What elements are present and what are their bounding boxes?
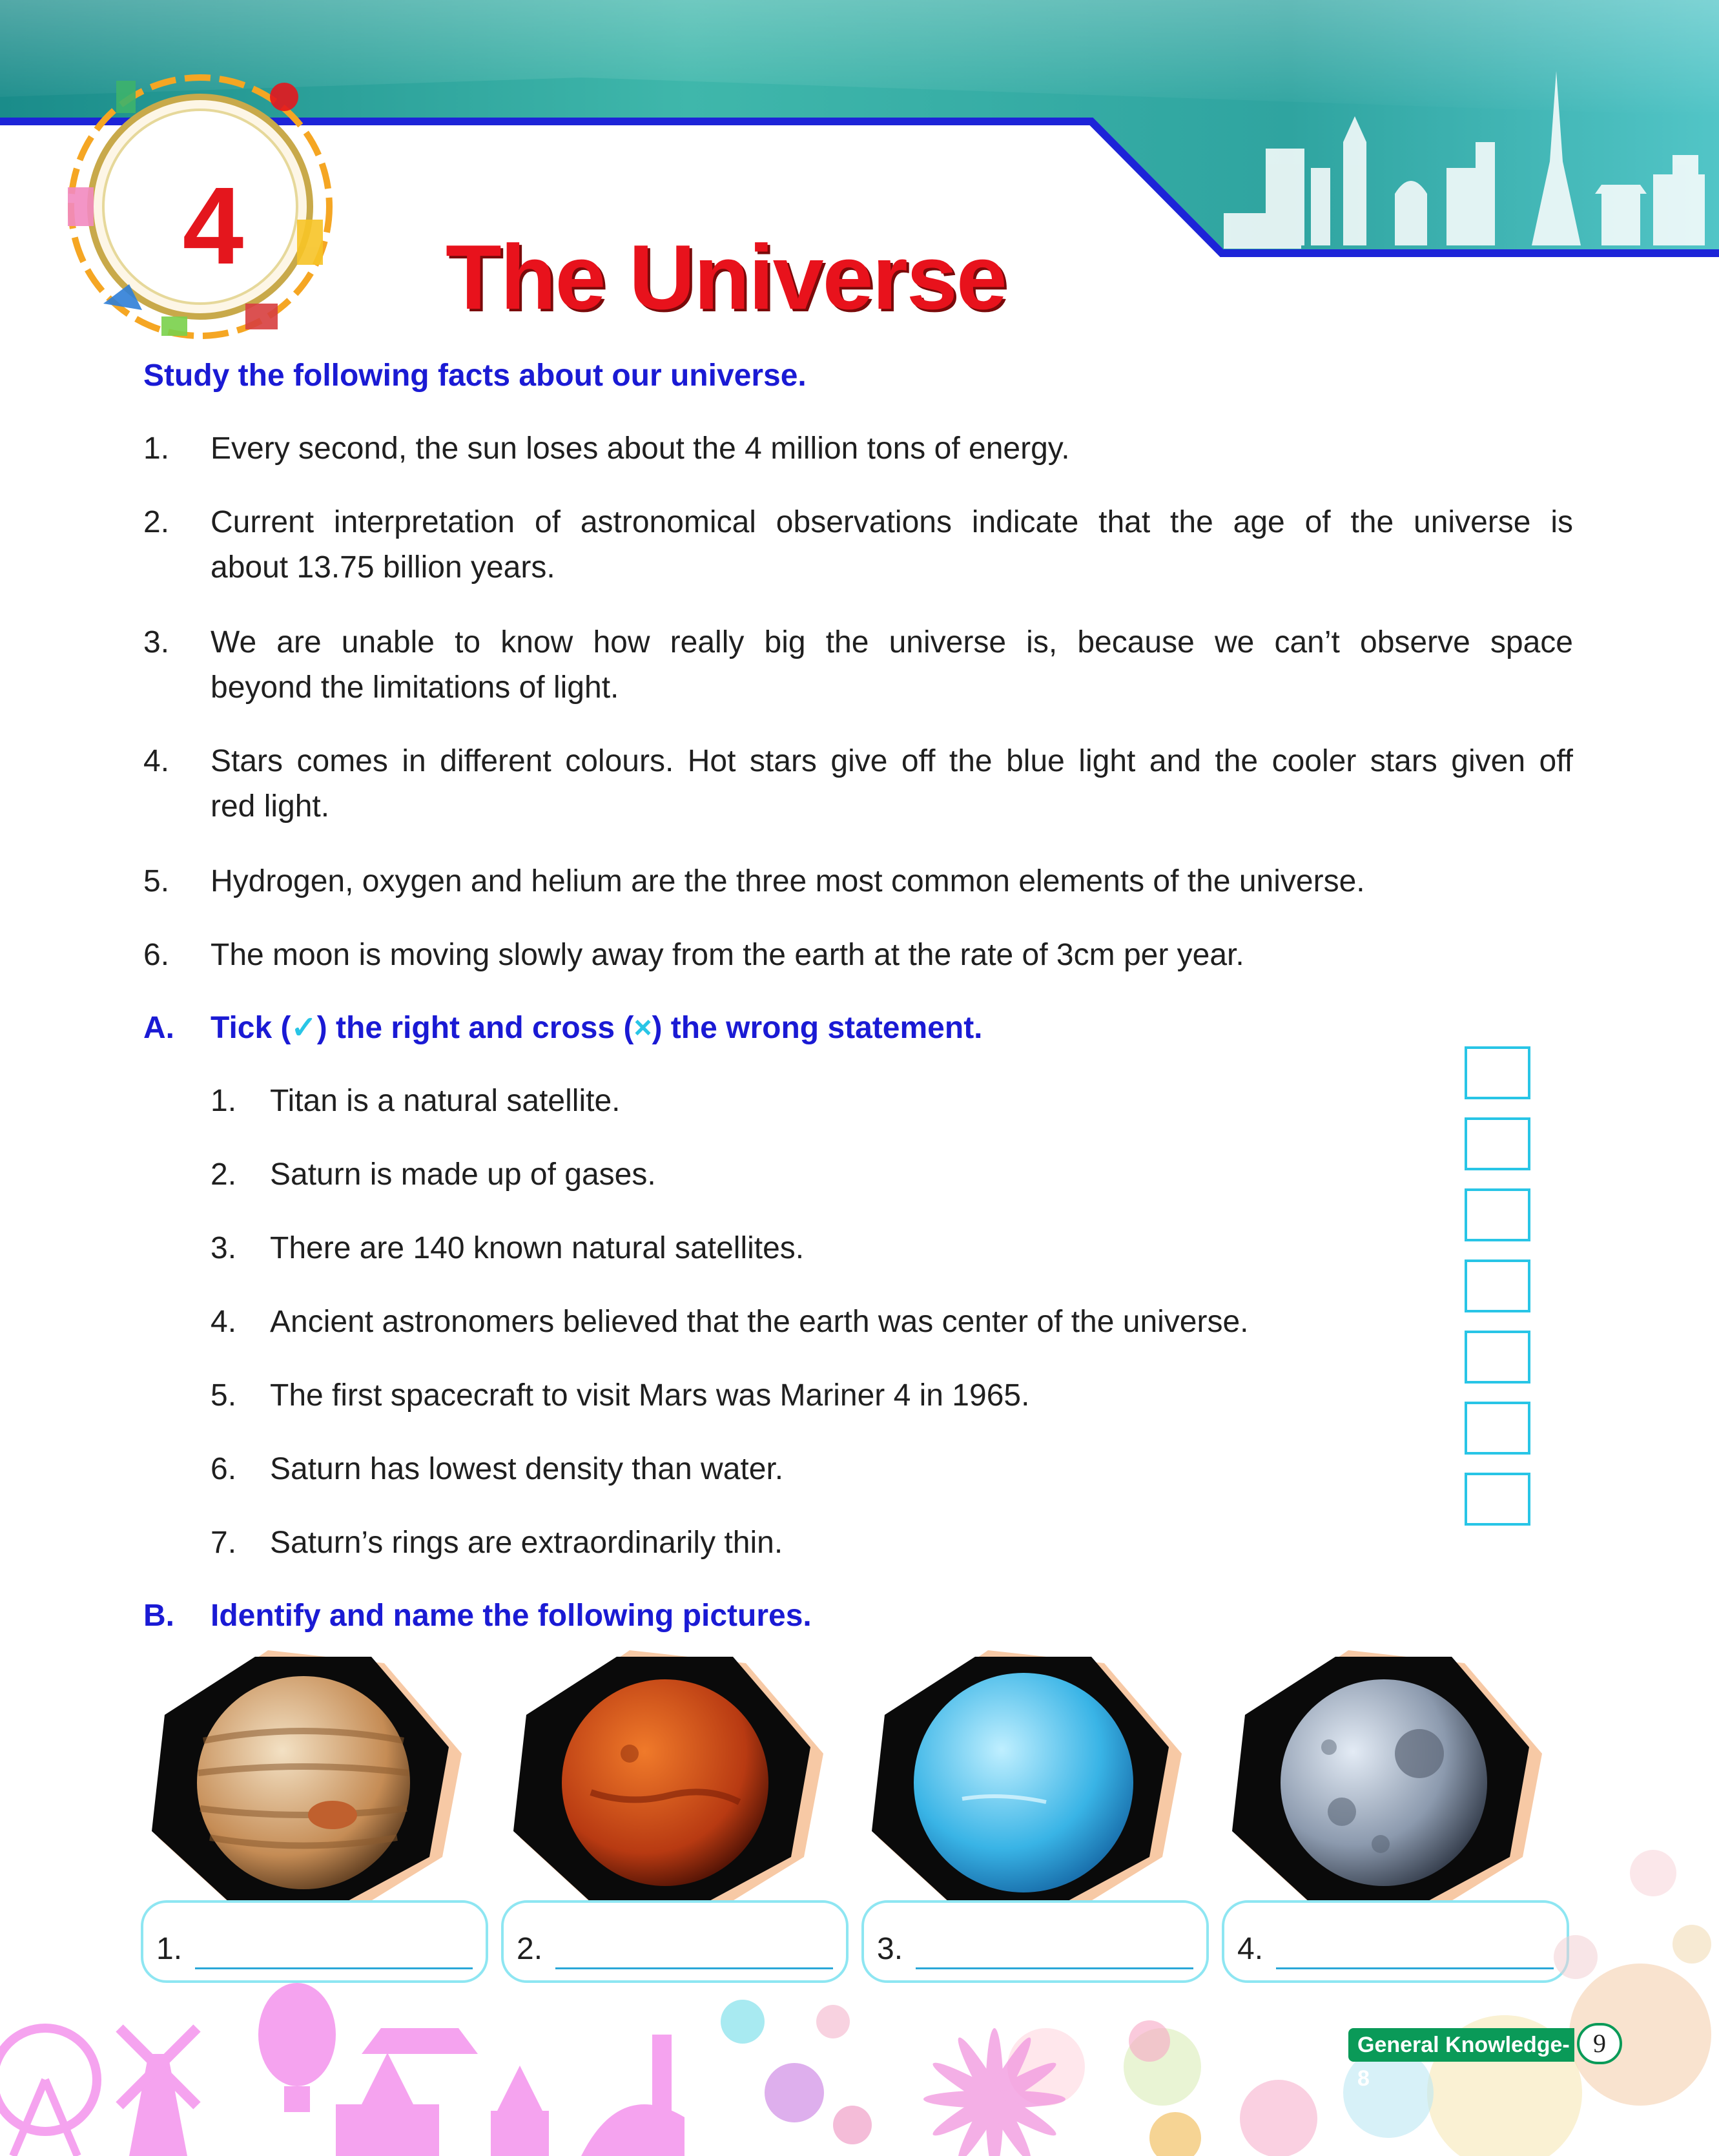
statement-text: Ancient astronomers believed that the earth was center of the universe. [270,1305,1249,1339]
tick-icon: ✓ [291,1011,317,1045]
answer-box-6[interactable] [1465,1402,1530,1455]
answer-box-7[interactable] [1465,1473,1530,1526]
answer-label: 2. [517,1932,543,1966]
statement-text: The first spacecraft to visit Mars was Mariner 4 in 1965. [270,1378,1030,1413]
fact-number: 6. [143,938,170,972]
footer-decoration [0,1821,1719,2156]
answer-label: 1. [156,1932,183,1966]
statement-text: Saturn’s rings are extraordinarily thin. [270,1526,783,1560]
fact-number: 2. [143,505,170,539]
statement-number: 4. [211,1305,237,1339]
statement-number: 7. [211,1526,237,1560]
fact-number: 4. [143,744,170,778]
statement-text: Saturn has lowest density than water. [270,1452,784,1486]
landmarks-silhouette-icon [0,1983,685,2156]
section-b-heading: Identify and name the following pictures. [211,1599,812,1633]
footer-book-title: General Knowledge-8 [1348,2028,1574,2062]
statement-number: 2. [211,1157,237,1192]
answer-box-2[interactable] [1465,1117,1530,1170]
statement-number: 1. [211,1084,237,1118]
statement-number: 6. [211,1452,237,1486]
page-number: 9 [1577,2023,1622,2064]
fact-number: 3. [143,625,170,659]
answer-label: 4. [1237,1932,1264,1966]
bokeh-circles-icon [721,1850,1711,2156]
fact-text: The moon is moving slowly away from the earth at the rate of 3cm per year. [211,938,1244,972]
statement-text: Titan is a natural satellite. [270,1084,621,1118]
answer-box-4[interactable] [1465,1259,1530,1312]
answer-box-1[interactable] [1465,1046,1530,1099]
cross-icon: × [633,1011,652,1045]
section-a-heading: Tick (✓) the right and cross (×) the wrong statement. [211,1011,983,1045]
chapter-title: The Universe [446,226,1006,329]
statement-text: There are 140 known natural satellites. [270,1231,805,1265]
fact-text: Current interpretation of astronomical observations indicate that the age of the universe is about 13.75 billion years. [211,505,1573,585]
section-b-letter: B. [143,1599,174,1633]
chapter-number: 4 [182,165,244,287]
statement-text: Saturn is made up of gases. [270,1157,656,1192]
intro-heading: Study the following facts about our universe. [143,358,807,393]
section-a-letter: A. [143,1011,174,1045]
fact-number: 1. [143,431,170,466]
answer-box-5[interactable] [1465,1331,1530,1384]
fact-text: Every second, the sun loses about the 4 million tons of energy. [211,431,1070,466]
fact-text: Hydrogen, oxygen and helium are the three most common elements of the universe. [211,864,1365,898]
statement-number: 5. [211,1378,237,1413]
answer-box-3[interactable] [1465,1188,1530,1241]
fact-number: 5. [143,864,170,898]
fact-text: We are unable to know how really big the universe is, because we can’t observe space beyond the limitations of light. [211,625,1573,705]
fact-text: Stars comes in different colours. Hot stars give off the blue light and the cooler stars given off red light. [211,744,1573,824]
answer-label: 3. [877,1932,903,1966]
statement-number: 3. [211,1231,237,1265]
